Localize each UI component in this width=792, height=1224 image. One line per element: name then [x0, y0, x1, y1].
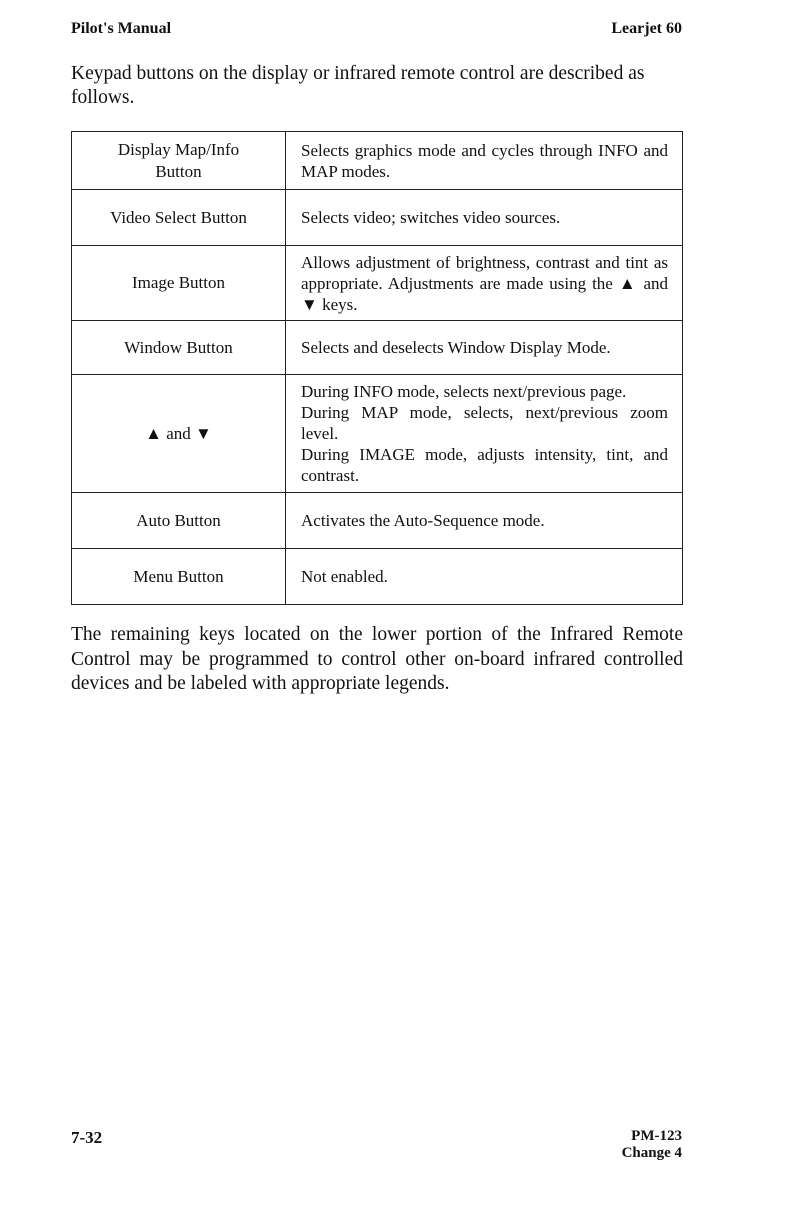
table-row	[72, 493, 683, 549]
description-line: During IMAGE mode, adjusts intensity, tint, and contrast.	[301, 445, 668, 485]
document-number: PM-123	[631, 1128, 682, 1144]
description-line: During MAP mode, selects, next/previous zoom level.	[301, 403, 668, 443]
description-cell: Selects and deselects Window Display Mode.	[286, 321, 683, 375]
description-line: During INFO mode, selects next/previous page.	[301, 382, 627, 401]
description-cell: Allows adjustment of brightness, contrast and tint as appropriate. Adjustments are made using the ▲ and ▼ keys.	[286, 246, 683, 321]
button-name-cell: Display Map/Info Button	[72, 132, 286, 190]
closing-paragraph: The remaining keys located on the lower portion of the Infrared Remote Control may be programmed to control other on-board infrared controlled devices and be labeled with appropriate legends.	[71, 624, 683, 694]
button-name-cell: ▲ and ▼	[72, 375, 286, 493]
table-row	[72, 375, 683, 493]
button-name-cell: Image Button	[72, 246, 286, 321]
change-number: Change 4	[621, 1145, 682, 1161]
description-cell: Selects video; switches video sources.	[286, 190, 683, 246]
table-row	[72, 321, 683, 375]
description-cell	[286, 375, 683, 493]
running-header-right: Learjet 60	[611, 20, 682, 37]
button-name-cell: Video Select Button	[72, 190, 286, 246]
running-header-left: Pilot's Manual	[71, 20, 172, 37]
button-name-cell: Window Button	[72, 321, 286, 375]
table-row	[72, 246, 683, 321]
table-row	[72, 190, 683, 246]
page-number: 7-32	[71, 1128, 103, 1147]
description-cell: Not enabled.	[286, 549, 683, 605]
button-name-cell: Menu Button	[72, 549, 286, 605]
intro-paragraph: Keypad buttons on the display or infrared remote control are described as follows.	[71, 63, 645, 108]
description-cell: Selects graphics mode and cycles through INFO and MAP modes.	[286, 132, 683, 190]
document-revision	[622, 1128, 682, 1162]
table-row	[72, 549, 683, 605]
table-row	[72, 132, 683, 190]
button-name-cell: Auto Button	[72, 493, 286, 549]
keypad-buttons-table	[71, 131, 683, 605]
description-cell: Activates the Auto-Sequence mode.	[286, 493, 683, 549]
